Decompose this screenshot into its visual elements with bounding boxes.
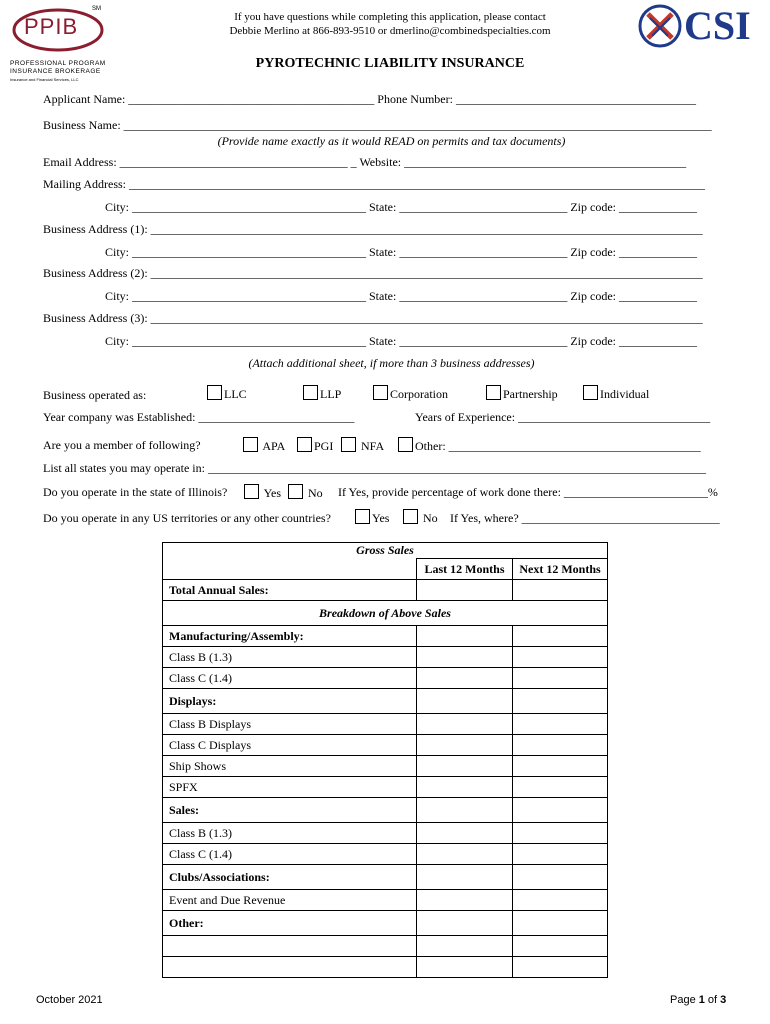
territories-no-checkbox[interactable] <box>403 509 418 524</box>
ppib-logo <box>10 4 110 84</box>
page-prefix: Page <box>670 994 699 1006</box>
clubs-label: Clubs/Associations: <box>163 865 417 890</box>
table-row <box>163 626 608 647</box>
page-of: of <box>704 994 721 1006</box>
table-cell[interactable] <box>513 668 608 689</box>
page-total: 3 <box>720 994 727 1006</box>
llp-checkbox[interactable] <box>303 385 318 400</box>
table-cell[interactable] <box>163 957 417 978</box>
other-label-row: Other: <box>163 911 417 936</box>
ppib-logo-text: PPIB <box>24 14 79 39</box>
llc-label: LLC <box>224 387 247 401</box>
territories-yes-label: Yes <box>372 511 390 525</box>
illinois-yes-checkbox[interactable] <box>244 484 259 499</box>
other-checkbox[interactable] <box>398 437 413 452</box>
individual-checkbox[interactable] <box>583 385 598 400</box>
nfa-option[interactable] <box>341 437 384 454</box>
table-row <box>163 689 608 714</box>
business-name-note: (Provide name exactly as it would READ on permits and tax documents) <box>217 134 566 148</box>
table-row <box>163 957 608 978</box>
illinois-no-checkbox[interactable] <box>288 484 303 499</box>
business-address-2-field[interactable]: Business Address (2): ____________________________________________________________________________________________ <box>43 266 703 280</box>
illinois-percentage-field[interactable]: If Yes, provide percentage of work done there: ________________________% <box>338 485 718 499</box>
table-cell[interactable] <box>163 936 417 957</box>
col-next-12-months: Next 12 Months <box>513 559 608 580</box>
illinois-no-option[interactable] <box>288 484 323 501</box>
table-cell[interactable] <box>417 865 513 890</box>
ppib-tagline-2: INSURANCE BROKERAGE <box>10 68 101 75</box>
territories-no-option[interactable] <box>403 509 438 526</box>
table-cell[interactable] <box>513 957 608 978</box>
footer-date: October 2021 <box>36 994 103 1006</box>
corporation-label: Corporation <box>390 387 448 401</box>
mfg-class-b-label: Class B (1.3) <box>163 647 417 668</box>
years-experience-field[interactable]: Years of Experience: ________________________________ <box>415 410 711 424</box>
table-cell[interactable] <box>417 756 513 777</box>
table-cell[interactable] <box>417 936 513 957</box>
total-next-cell[interactable] <box>513 580 608 601</box>
page-number <box>670 994 726 1006</box>
table-cell[interactable] <box>417 689 513 714</box>
table-cell[interactable] <box>417 911 513 936</box>
table-cell[interactable] <box>417 957 513 978</box>
territories-where-field[interactable]: If Yes, where? _________________________________ <box>450 511 720 525</box>
table-row <box>163 798 608 823</box>
table-cell[interactable] <box>417 647 513 668</box>
illinois-no-label: No <box>308 486 323 500</box>
table-cell[interactable] <box>513 735 608 756</box>
disp-class-c-label: Class C Displays <box>163 735 417 756</box>
contact-info <box>200 10 580 38</box>
other-label: Other: __________________________________________ <box>415 439 701 453</box>
table-cell[interactable] <box>513 865 608 890</box>
table-cell[interactable] <box>513 798 608 823</box>
total-last-cell[interactable] <box>417 580 513 601</box>
table-row <box>163 844 608 865</box>
table-cell[interactable] <box>417 735 513 756</box>
page-current: 1 <box>698 994 705 1006</box>
year-established-field[interactable]: Year company was Established: __________________________ <box>43 410 355 424</box>
territories-no-label: No <box>423 511 438 525</box>
manufacturing-label: Manufacturing/Assembly: <box>163 626 417 647</box>
table-cell[interactable] <box>513 911 608 936</box>
nfa-checkbox[interactable] <box>341 437 356 452</box>
table-row <box>163 936 608 957</box>
individual-option[interactable] <box>583 385 649 402</box>
business-address-3-field[interactable]: Business Address (3): ____________________________________________________________________________________________ <box>43 311 703 325</box>
business-operated-label: Business operated as: <box>43 388 147 402</box>
table-row <box>163 735 608 756</box>
table-cell[interactable] <box>513 777 608 798</box>
other-option[interactable] <box>398 437 701 454</box>
pgi-label: PGI <box>314 439 334 453</box>
table-row <box>163 777 608 798</box>
llc-checkbox[interactable] <box>207 385 222 400</box>
llp-label: LLP <box>320 387 342 401</box>
states-list-field[interactable]: List all states you may operate in: ___________________________________________________________________________________ <box>43 461 706 475</box>
contact-line-1: If you have questions while completing this application, please contact <box>234 11 546 23</box>
table-row <box>163 647 608 668</box>
displays-label: Displays: <box>163 689 417 714</box>
page-title: PYROTECHNIC LIABILITY INSURANCE <box>255 56 525 71</box>
table-row <box>163 890 608 911</box>
table-cell[interactable] <box>417 823 513 844</box>
table-row <box>163 911 608 936</box>
table-cell[interactable] <box>513 689 608 714</box>
illinois-question: Do you operate in the state of Illinois? <box>43 485 228 499</box>
nfa-label: NFA <box>361 439 385 453</box>
table-cell <box>163 559 417 580</box>
table-row <box>163 559 608 580</box>
table-row <box>163 865 608 890</box>
email-website-field[interactable]: Email Address: ______________________________________ _ Website: _______________________________________________ <box>43 155 687 169</box>
table-cell[interactable] <box>417 714 513 735</box>
table-cell[interactable] <box>417 844 513 865</box>
territories-question: Do you operate in any US territories or any other countries? <box>43 511 331 525</box>
llc-option[interactable] <box>207 385 247 402</box>
illinois-yes-option[interactable] <box>244 484 281 501</box>
table-row <box>163 601 608 626</box>
csi-logo-text: CSI <box>684 3 751 48</box>
table-row <box>163 714 608 735</box>
gross-sales-header: Gross Sales <box>163 543 608 559</box>
territories-yes-checkbox[interactable] <box>355 509 370 524</box>
table-row <box>163 668 608 689</box>
table-cell[interactable] <box>417 626 513 647</box>
disp-class-b-label: Class B Displays <box>163 714 417 735</box>
ppib-service-mark: SM <box>92 6 101 12</box>
attach-sheet-note: (Attach additional sheet, if more than 3 business addresses) <box>248 356 535 370</box>
member-question: Are you a member of following? <box>43 438 201 452</box>
table-row <box>163 543 608 559</box>
spfx-label: SPFX <box>163 777 417 798</box>
ppib-tagline-1: PROFESSIONAL PROGRAM <box>10 60 106 67</box>
individual-label: Individual <box>600 387 650 401</box>
table-row <box>163 823 608 844</box>
table-cell[interactable] <box>417 890 513 911</box>
apa-option[interactable] <box>243 437 285 454</box>
business-3-city-state-zip[interactable]: City: _______________________________________ State: ____________________________ Zip code: _____________ <box>105 334 697 348</box>
ppib-tagline-3: Insurance and Financial Services, LLC <box>10 77 79 82</box>
table-cell[interactable] <box>513 890 608 911</box>
applicant-phone-field[interactable]: Applicant Name: _________________________________________ Phone Number: ________________________________________ <box>43 92 696 106</box>
partnership-label: Partnership <box>503 387 558 401</box>
apa-checkbox[interactable] <box>243 437 258 452</box>
total-annual-sales-label: Total Annual Sales: <box>163 580 417 601</box>
table-cell[interactable] <box>417 668 513 689</box>
partnership-option[interactable] <box>486 385 558 402</box>
table-cell[interactable] <box>417 798 513 823</box>
sales-label: Sales: <box>163 798 417 823</box>
territories-yes-option[interactable] <box>355 509 389 526</box>
table-row <box>163 580 608 601</box>
mailing-city-state-zip[interactable]: City: _______________________________________ State: ____________________________ Zip code: _____________ <box>105 200 697 214</box>
table-cell[interactable] <box>513 714 608 735</box>
event-revenue-label: Event and Due Revenue <box>163 890 417 911</box>
business-1-city-state-zip[interactable]: City: _______________________________________ State: ____________________________ Zip code: _____________ <box>105 245 697 259</box>
business-address-1-field[interactable]: Business Address (1): ____________________________________________________________________________________________ <box>43 222 703 236</box>
corporation-option[interactable] <box>373 385 448 402</box>
table-cell[interactable] <box>513 936 608 957</box>
apa-label: APA <box>262 439 286 453</box>
illinois-yes-label: Yes <box>263 486 282 500</box>
llp-option[interactable] <box>303 385 341 402</box>
mailing-address-field[interactable]: Mailing Address: ________________________________________________________________________________________________ <box>43 177 705 191</box>
sales-class-c-label: Class C (1.4) <box>163 844 417 865</box>
contact-line-2: Debbie Merlino at 866-893-9510 or dmerlino@combinedspecialties.com <box>229 25 551 37</box>
table-cell[interactable] <box>513 626 608 647</box>
table-cell[interactable] <box>513 756 608 777</box>
pgi-checkbox[interactable] <box>297 437 312 452</box>
partnership-checkbox[interactable] <box>486 385 501 400</box>
csi-logo <box>638 4 760 48</box>
table-cell[interactable] <box>513 844 608 865</box>
sales-class-b-label: Class B (1.3) <box>163 823 417 844</box>
mfg-class-c-label: Class C (1.4) <box>163 668 417 689</box>
table-cell[interactable] <box>513 823 608 844</box>
table-cell[interactable] <box>513 647 608 668</box>
corporation-checkbox[interactable] <box>373 385 388 400</box>
table-cell[interactable] <box>417 777 513 798</box>
business-2-city-state-zip[interactable]: City: _______________________________________ State: ____________________________ Zip code: _____________ <box>105 289 697 303</box>
pgi-option[interactable] <box>297 437 333 454</box>
gross-sales-table <box>162 542 608 978</box>
breakdown-header: Breakdown of Above Sales <box>163 601 608 626</box>
ship-shows-label: Ship Shows <box>163 756 417 777</box>
col-last-12-months: Last 12 Months <box>417 559 513 580</box>
business-name-field[interactable]: Business Name: __________________________________________________________________________________________________ <box>43 118 712 132</box>
table-row <box>163 756 608 777</box>
